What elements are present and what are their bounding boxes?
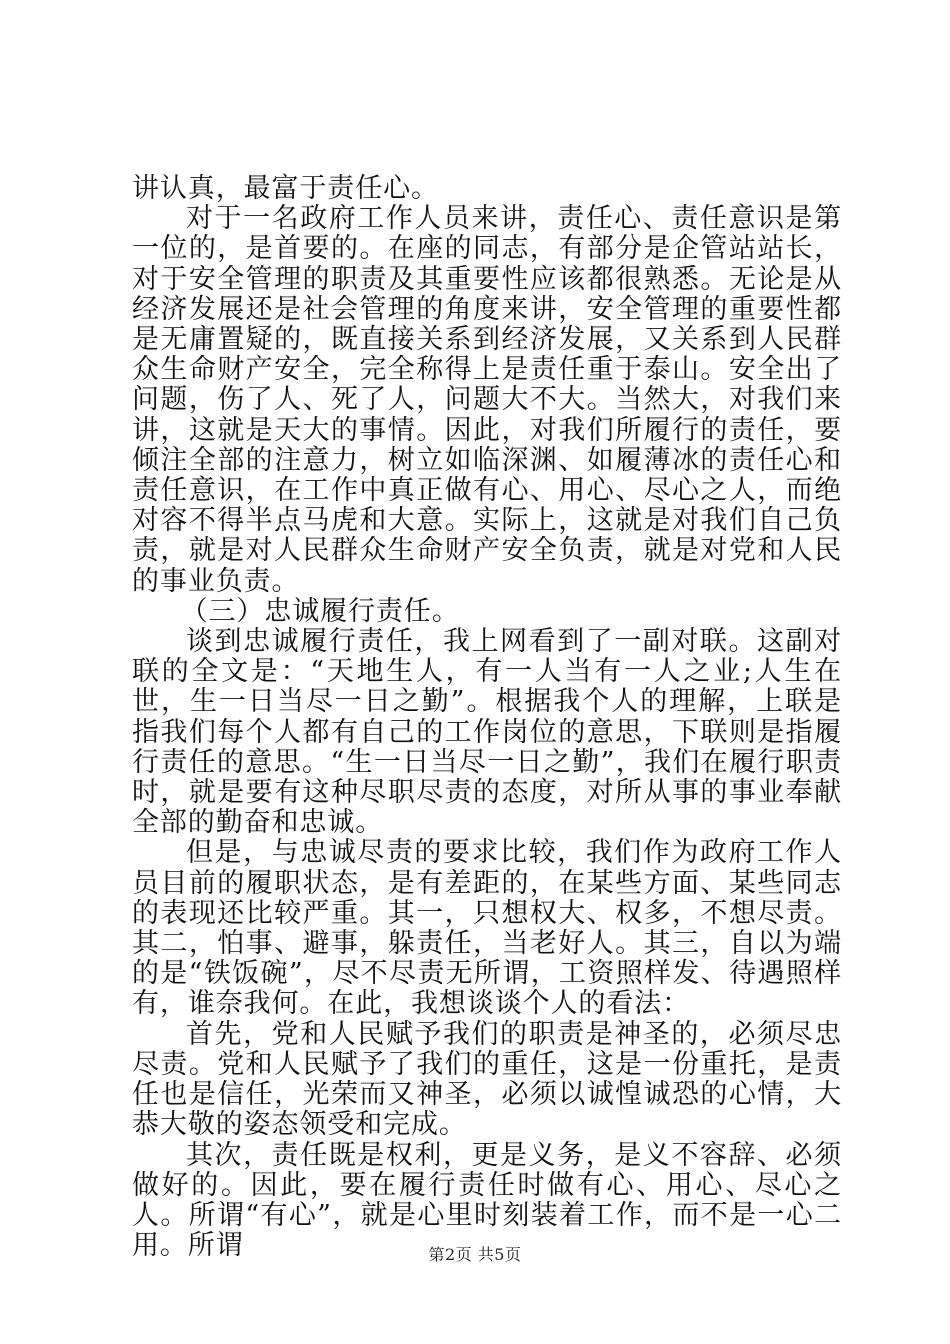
page-footer: 第2页 共5页 <box>428 1245 522 1264</box>
paragraph-1: 讲认真，最富于责任心。 <box>132 173 439 204</box>
paragraph-2: 对于一名政府工作人员来讲，责任心、责任意识是第一位的，是首要的。在座的同志，有部分是企管站站长，对于安全管理的职责及其重要性应该都很熟悉。无论是从经济发展还是社会管理的角度来讲，安全管理的重要性都是无庸置疑的，既直接关系到经济发展，又关系到人民群众生命财产安全，完全称得上是责任重于泰山。安全出了问题，伤了人、死了人，问题大不大。当然大，对我们来讲，这就是天大的事情。因此，对我们所履行的责任，要倾注全部的注意力，树立如临深渊、如履薄冰的责任心和责任意识，在工作中真正做有心、用心、尽心之人，而绝对容不得半点马虎和大意。实际上，这就是对我们自己负责，就是对人民群众生命财产安全负责，就是对党和人民的事业负责。 <box>132 203 842 597</box>
paragraph-6: 其次，责任既是权利，更是义务，是义不容辞、必须做好的。因此，要在履行责任时做有心、用心、尽心之人。所谓“有心”，就是心里时刻装着工作，而不是一心二用。所谓 <box>132 1139 842 1262</box>
paragraph-4: 但是，与忠诚尽责的要求比较，我们作为政府工作人员目前的履职状态，是有差距的，在某些方面、某些同志的表现还比较严重。其一，只想权大、权多，不想尽责。其二，怕事、避事，躲责任，当老好人。其三，自以为端的是“铁饭碗”，尽不尽责无所谓，工资照样发、待遇照样有，谁奈我何。在此，我想谈谈个人的看法： <box>132 837 842 1020</box>
body-text <box>132 174 842 1261</box>
paragraph-3: 谈到忠诚履行责任，我上网看到了一副对联。这副对联的全文是：“天地生人，有一人当有一人之业;人生在世，生一日当尽一日之勤”。根据我个人的理解，上联是指我们每个人都有自己的工作岗位的意思，下联则是指履行责任的意思。“生一日当尽一日之勤”，我们在履行职责时，就是要有这种尽职尽责的态度，对所从事的事业奉献全部的勤奋和忠诚。 <box>132 626 842 839</box>
paragraph-5: 首先，党和人民赋予我们的职责是神圣的，必须尽忠尽责。党和人民赋予了我们的重任，这是一份重托，是责任也是信任，光荣而又神圣，必须以诚惶诚恐的心情，大恭大敬的姿态领受和完成。 <box>132 1018 842 1141</box>
section-heading: （三）忠诚履行责任。 <box>180 595 460 627</box>
